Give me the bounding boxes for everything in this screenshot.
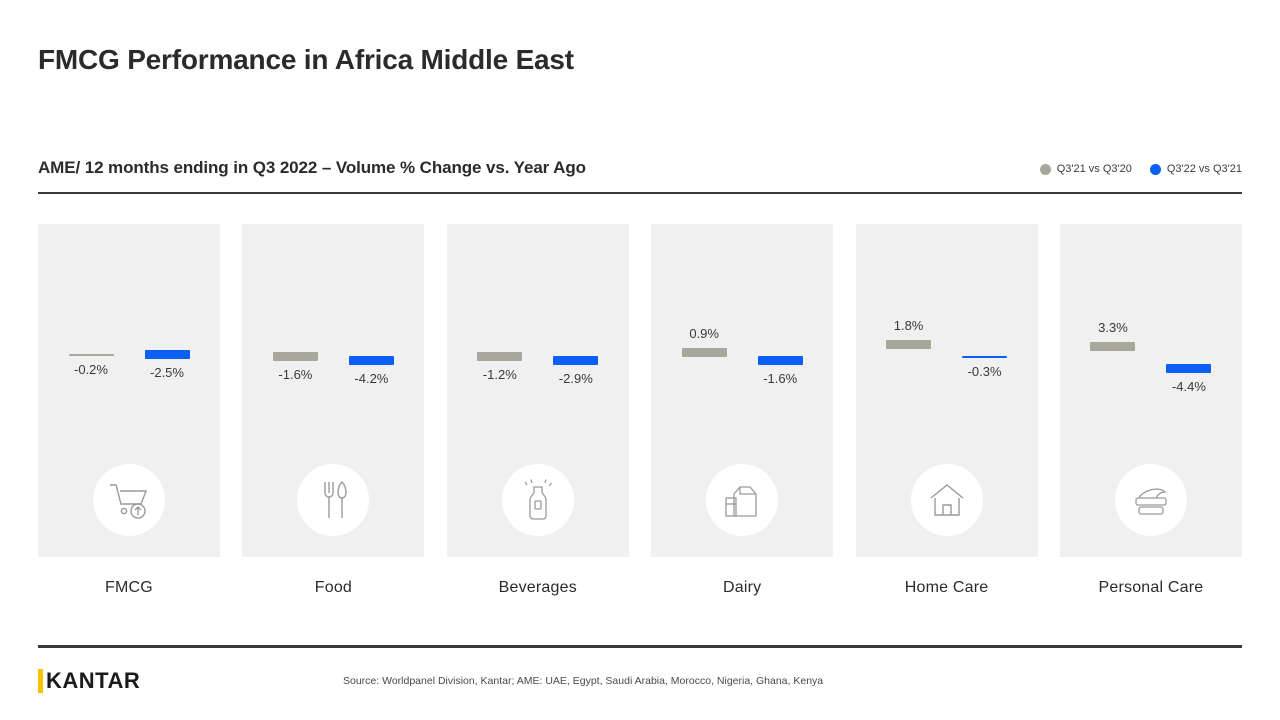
legend-item-prev bbox=[1040, 163, 1132, 175]
bar-label-prev: 1.8% bbox=[893, 318, 924, 333]
chart-legend bbox=[1040, 163, 1242, 178]
page-title: FMCG Performance in Africa Middle East bbox=[38, 44, 574, 75]
bar-col-curr bbox=[334, 224, 408, 387]
bar-group bbox=[856, 224, 1038, 464]
bar-label-curr: -2.9% bbox=[558, 371, 593, 386]
category-card-food bbox=[242, 224, 424, 597]
bar-group bbox=[242, 224, 424, 464]
legend-dot-curr bbox=[1150, 164, 1161, 175]
bar-label-curr: -0.3% bbox=[967, 364, 1002, 379]
category-card-dairy bbox=[651, 224, 833, 597]
brand-name: KANTAR bbox=[46, 668, 141, 693]
category-cards bbox=[38, 224, 1242, 597]
legend-dot-prev bbox=[1040, 164, 1051, 175]
bar-label-curr: -4.4% bbox=[1171, 379, 1206, 394]
card-body bbox=[38, 224, 220, 557]
shopping-cart-icon bbox=[93, 464, 165, 536]
bar-col-prev bbox=[463, 224, 537, 383]
category-card-personal-care bbox=[1060, 224, 1242, 597]
card-body bbox=[651, 224, 833, 557]
bar-prev bbox=[69, 354, 114, 356]
bar-col-prev bbox=[54, 224, 128, 378]
legend-label-curr: Q3'22 vs Q3'21 bbox=[1166, 163, 1242, 175]
category-label: Home Care bbox=[904, 579, 989, 596]
bar-prev bbox=[477, 352, 522, 361]
bar-label-curr: -2.5% bbox=[150, 365, 184, 380]
bar-group bbox=[651, 224, 833, 464]
milk-carton-icon bbox=[706, 464, 778, 536]
bottle-icon bbox=[502, 464, 574, 536]
bar-curr bbox=[1166, 364, 1211, 373]
legend-item-curr bbox=[1150, 163, 1242, 175]
category-label: Beverages bbox=[498, 579, 577, 596]
category-label: Personal Care bbox=[1098, 579, 1204, 596]
category-label: FMCG bbox=[105, 579, 153, 596]
bar-label-prev: 0.9% bbox=[689, 326, 719, 341]
bar-col-curr bbox=[1152, 224, 1226, 395]
bar-col-curr bbox=[539, 224, 613, 387]
bar-col-curr bbox=[130, 224, 204, 381]
bar-curr bbox=[145, 350, 190, 359]
card-body bbox=[242, 224, 424, 557]
bar-curr bbox=[758, 356, 803, 365]
bar-col-prev bbox=[872, 224, 946, 349]
bar-col-prev bbox=[1076, 224, 1150, 351]
bar-col-curr bbox=[948, 224, 1022, 380]
card-body bbox=[856, 224, 1038, 557]
category-label: Food bbox=[314, 579, 353, 596]
legend-label-prev: Q3'21 vs Q3'20 bbox=[1056, 163, 1132, 175]
source-note: Source: Worldpanel Division, Kantar; AME: UAE, Egypt, Saudi Arabia, Morocco, Nigeria, Ghana, Kenya bbox=[343, 675, 824, 687]
bar-col-prev bbox=[667, 224, 741, 357]
bar-curr bbox=[553, 356, 598, 365]
subtitle-row bbox=[38, 158, 1242, 178]
cutlery-icon bbox=[297, 464, 369, 536]
header-divider bbox=[38, 192, 1242, 194]
bar-group bbox=[1060, 224, 1242, 464]
category-card-home-care bbox=[856, 224, 1038, 597]
chart-subtitle: AME/ 12 months ending in Q3 2022 – Volume % Change vs. Year Ago bbox=[38, 158, 586, 177]
bar-prev bbox=[886, 340, 931, 349]
house-icon bbox=[911, 464, 983, 536]
category-label: Dairy bbox=[723, 579, 762, 596]
footer-divider bbox=[38, 645, 1242, 648]
bar-label-prev: -1.2% bbox=[482, 367, 517, 382]
bar-label-curr: -4.2% bbox=[354, 371, 389, 386]
bar-label-prev: 3.3% bbox=[1098, 320, 1128, 335]
brand-logo bbox=[38, 668, 140, 694]
bar-col-prev bbox=[258, 224, 332, 383]
bar-curr bbox=[349, 356, 394, 365]
bar-curr bbox=[962, 356, 1007, 358]
brand-accent-bar bbox=[38, 669, 43, 693]
bar-prev bbox=[682, 348, 727, 357]
card-body bbox=[447, 224, 629, 557]
bar-col-curr bbox=[743, 224, 817, 387]
card-body bbox=[1060, 224, 1242, 557]
category-card-beverages bbox=[447, 224, 629, 597]
bar-group bbox=[38, 224, 220, 464]
bar-group bbox=[447, 224, 629, 464]
bar-label-curr: -1.6% bbox=[763, 371, 798, 386]
bar-prev bbox=[1090, 342, 1135, 351]
bar-prev bbox=[273, 352, 318, 361]
soap-dispenser-icon bbox=[1115, 464, 1187, 536]
category-card-fmcg bbox=[38, 224, 220, 597]
bar-label-prev: -1.6% bbox=[278, 367, 313, 382]
bar-label-prev: -0.2% bbox=[74, 362, 108, 377]
